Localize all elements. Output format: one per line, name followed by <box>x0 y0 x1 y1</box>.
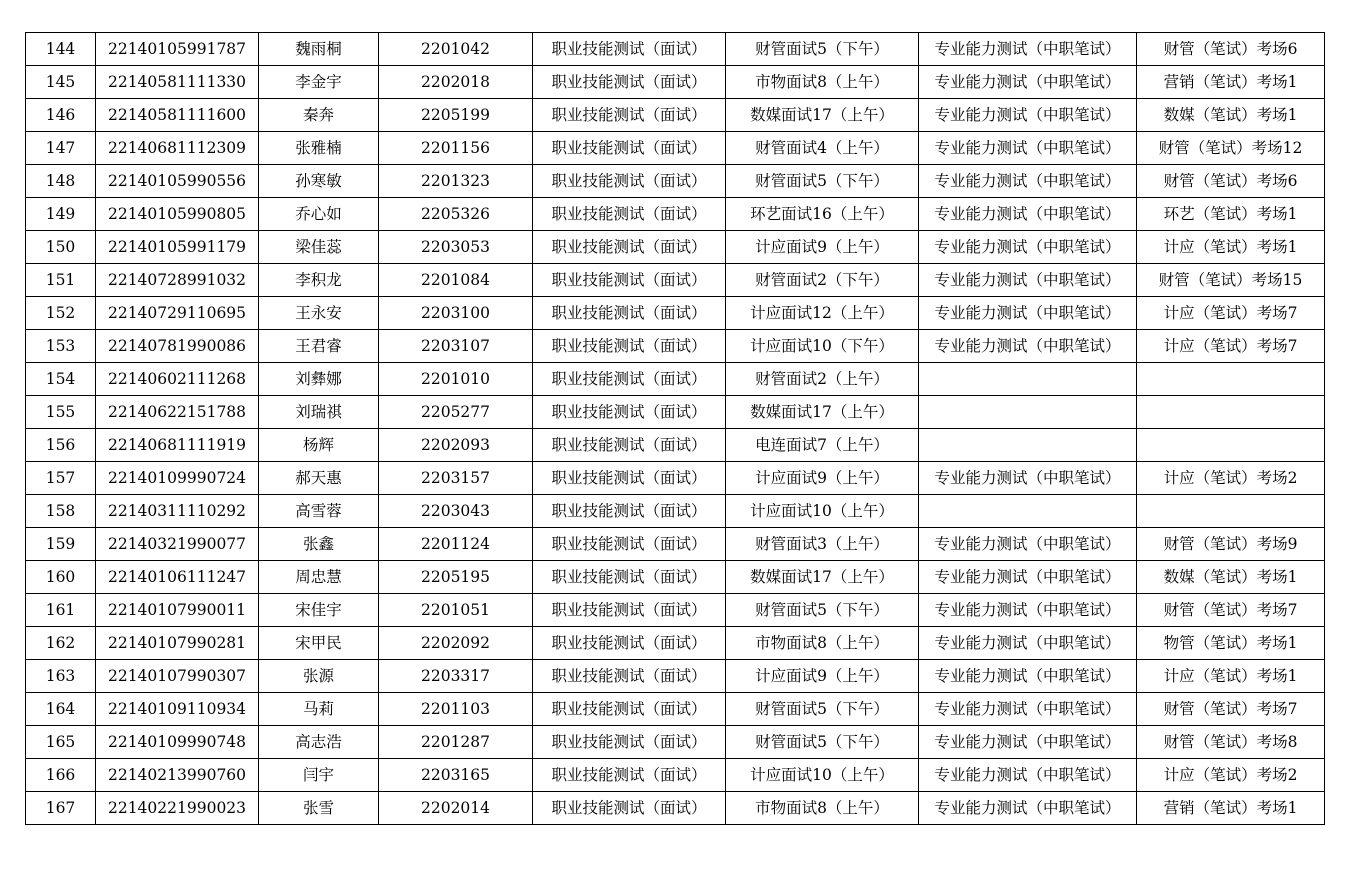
interview-test-cell: 职业技能测试（面试） <box>533 231 726 264</box>
written-room-cell: 财管（笔试）考场8 <box>1137 726 1325 759</box>
exam-id-cell: 2203053 <box>379 231 533 264</box>
written-test-cell <box>919 495 1137 528</box>
written-room-cell: 财管（笔试）考场7 <box>1137 594 1325 627</box>
interview-test-cell: 职业技能测试（面试） <box>533 297 726 330</box>
interview-test-cell: 职业技能测试（面试） <box>533 792 726 825</box>
interview-room-cell: 计应面试10（上午） <box>726 759 919 792</box>
exam-id-cell: 2202014 <box>379 792 533 825</box>
interview-test-cell: 职业技能测试（面试） <box>533 693 726 726</box>
written-room-cell <box>1137 429 1325 462</box>
interview-room-cell: 财管面试5（下午） <box>726 165 919 198</box>
name-cell: 高雪蓉 <box>259 495 379 528</box>
interview-room-cell: 市物面试8（上午） <box>726 66 919 99</box>
candidate-number-cell: 22140622151788 <box>96 396 259 429</box>
name-cell: 张鑫 <box>259 528 379 561</box>
table-row <box>26 495 1325 528</box>
exam-id-cell: 2202093 <box>379 429 533 462</box>
seq-cell: 162 <box>26 627 96 660</box>
written-test-cell: 专业能力测试（中职笔试） <box>919 693 1137 726</box>
written-test-cell: 专业能力测试（中职笔试） <box>919 33 1137 66</box>
candidate-number-cell: 22140581111330 <box>96 66 259 99</box>
seq-cell: 164 <box>26 693 96 726</box>
interview-test-cell: 职业技能测试（面试） <box>533 528 726 561</box>
interview-room-cell: 电连面试7（上午） <box>726 429 919 462</box>
seq-cell: 156 <box>26 429 96 462</box>
candidate-number-cell: 22140105990556 <box>96 165 259 198</box>
interview-room-cell: 计应面试9（上午） <box>726 462 919 495</box>
interview-room-cell: 财管面试5（下午） <box>726 726 919 759</box>
written-room-cell: 营销（笔试）考场1 <box>1137 792 1325 825</box>
seq-cell: 166 <box>26 759 96 792</box>
interview-room-cell: 财管面试5（下午） <box>726 594 919 627</box>
exam-id-cell: 2201103 <box>379 693 533 726</box>
table-row <box>26 693 1325 726</box>
exam-id-cell: 2203107 <box>379 330 533 363</box>
seq-cell: 153 <box>26 330 96 363</box>
name-cell: 李金宇 <box>259 66 379 99</box>
written-test-cell: 专业能力测试（中职笔试） <box>919 66 1137 99</box>
interview-test-cell: 职业技能测试（面试） <box>533 165 726 198</box>
written-room-cell: 计应（笔试）考场2 <box>1137 462 1325 495</box>
seq-cell: 160 <box>26 561 96 594</box>
written-test-cell: 专业能力测试（中职笔试） <box>919 165 1137 198</box>
table-row <box>26 462 1325 495</box>
candidate-number-cell: 22140311110292 <box>96 495 259 528</box>
seq-cell: 144 <box>26 33 96 66</box>
exam-id-cell: 2201042 <box>379 33 533 66</box>
table-row <box>26 561 1325 594</box>
seq-cell: 161 <box>26 594 96 627</box>
table-row <box>26 396 1325 429</box>
seq-cell: 159 <box>26 528 96 561</box>
candidate-number-cell: 22140105990805 <box>96 198 259 231</box>
name-cell: 刘瑞祺 <box>259 396 379 429</box>
candidate-number-cell: 22140781990086 <box>96 330 259 363</box>
exam-id-cell: 2201287 <box>379 726 533 759</box>
name-cell: 王永安 <box>259 297 379 330</box>
written-room-cell: 数媒（笔试）考场1 <box>1137 99 1325 132</box>
written-test-cell: 专业能力测试（中职笔试） <box>919 726 1137 759</box>
candidate-number-cell: 22140729110695 <box>96 297 259 330</box>
table-body <box>26 33 1325 825</box>
name-cell: 郝天惠 <box>259 462 379 495</box>
written-test-cell: 专业能力测试（中职笔试） <box>919 528 1137 561</box>
candidate-number-cell: 22140107990281 <box>96 627 259 660</box>
name-cell: 张雅楠 <box>259 132 379 165</box>
written-test-cell <box>919 429 1137 462</box>
written-test-cell <box>919 363 1137 396</box>
exam-id-cell: 2203043 <box>379 495 533 528</box>
written-room-cell: 财管（笔试）考场6 <box>1137 33 1325 66</box>
interview-room-cell: 计应面试10（上午） <box>726 495 919 528</box>
candidate-number-cell: 22140681111919 <box>96 429 259 462</box>
interview-room-cell: 计应面试9（上午） <box>726 660 919 693</box>
exam-id-cell: 2205195 <box>379 561 533 594</box>
seq-cell: 165 <box>26 726 96 759</box>
written-test-cell: 专业能力测试（中职笔试） <box>919 132 1137 165</box>
table-row <box>26 363 1325 396</box>
written-test-cell: 专业能力测试（中职笔试） <box>919 462 1137 495</box>
candidate-number-cell: 22140213990760 <box>96 759 259 792</box>
name-cell: 宋佳宇 <box>259 594 379 627</box>
name-cell: 乔心如 <box>259 198 379 231</box>
written-room-cell: 营销（笔试）考场1 <box>1137 66 1325 99</box>
exam-id-cell: 2201323 <box>379 165 533 198</box>
candidate-number-cell: 22140107990307 <box>96 660 259 693</box>
written-test-cell: 专业能力测试（中职笔试） <box>919 231 1137 264</box>
candidate-number-cell: 22140109990724 <box>96 462 259 495</box>
written-room-cell: 计应（笔试）考场1 <box>1137 660 1325 693</box>
interview-test-cell: 职业技能测试（面试） <box>533 198 726 231</box>
exam-schedule-table <box>25 32 1325 825</box>
interview-test-cell: 职业技能测试（面试） <box>533 33 726 66</box>
written-test-cell: 专业能力测试（中职笔试） <box>919 594 1137 627</box>
interview-test-cell: 职业技能测试（面试） <box>533 429 726 462</box>
table-row <box>26 132 1325 165</box>
interview-test-cell: 职业技能测试（面试） <box>533 66 726 99</box>
written-room-cell <box>1137 363 1325 396</box>
name-cell: 魏雨桐 <box>259 33 379 66</box>
written-room-cell: 物管（笔试）考场1 <box>1137 627 1325 660</box>
name-cell: 闫宇 <box>259 759 379 792</box>
written-room-cell: 环艺（笔试）考场1 <box>1137 198 1325 231</box>
interview-test-cell: 职业技能测试（面试） <box>533 561 726 594</box>
written-test-cell: 专业能力测试（中职笔试） <box>919 561 1137 594</box>
exam-id-cell: 2205277 <box>379 396 533 429</box>
interview-test-cell: 职业技能测试（面试） <box>533 627 726 660</box>
interview-test-cell: 职业技能测试（面试） <box>533 330 726 363</box>
candidate-number-cell: 22140581111600 <box>96 99 259 132</box>
seq-cell: 154 <box>26 363 96 396</box>
seq-cell: 158 <box>26 495 96 528</box>
exam-id-cell: 2203165 <box>379 759 533 792</box>
written-room-cell: 数媒（笔试）考场1 <box>1137 561 1325 594</box>
table-row <box>26 627 1325 660</box>
written-room-cell: 财管（笔试）考场12 <box>1137 132 1325 165</box>
candidate-number-cell: 22140681112309 <box>96 132 259 165</box>
candidate-number-cell: 22140221990023 <box>96 792 259 825</box>
seq-cell: 145 <box>26 66 96 99</box>
interview-test-cell: 职业技能测试（面试） <box>533 726 726 759</box>
written-room-cell: 财管（笔试）考场9 <box>1137 528 1325 561</box>
name-cell: 刘彝娜 <box>259 363 379 396</box>
name-cell: 马莉 <box>259 693 379 726</box>
interview-room-cell: 环艺面试16（上午） <box>726 198 919 231</box>
written-test-cell: 专业能力测试（中职笔试） <box>919 297 1137 330</box>
name-cell: 杨辉 <box>259 429 379 462</box>
name-cell: 周忠慧 <box>259 561 379 594</box>
table-row <box>26 759 1325 792</box>
interview-room-cell: 数媒面试17（上午） <box>726 561 919 594</box>
table-row <box>26 165 1325 198</box>
written-test-cell: 专业能力测试（中职笔试） <box>919 759 1137 792</box>
interview-test-cell: 职业技能测试（面试） <box>533 759 726 792</box>
interview-room-cell: 数媒面试17（上午） <box>726 99 919 132</box>
interview-test-cell: 职业技能测试（面试） <box>533 660 726 693</box>
interview-test-cell: 职业技能测试（面试） <box>533 99 726 132</box>
exam-id-cell: 2203317 <box>379 660 533 693</box>
name-cell: 李积龙 <box>259 264 379 297</box>
table-row <box>26 198 1325 231</box>
interview-room-cell: 财管面试4（上午） <box>726 132 919 165</box>
name-cell: 梁佳蕊 <box>259 231 379 264</box>
table-row <box>26 330 1325 363</box>
seq-cell: 146 <box>26 99 96 132</box>
written-room-cell: 财管（笔试）考场6 <box>1137 165 1325 198</box>
interview-test-cell: 职业技能测试（面试） <box>533 594 726 627</box>
written-test-cell: 专业能力测试（中职笔试） <box>919 627 1137 660</box>
exam-id-cell: 2201124 <box>379 528 533 561</box>
candidate-number-cell: 22140107990011 <box>96 594 259 627</box>
written-test-cell: 专业能力测试（中职笔试） <box>919 198 1137 231</box>
candidate-number-cell: 22140109110934 <box>96 693 259 726</box>
exam-id-cell: 2202092 <box>379 627 533 660</box>
interview-test-cell: 职业技能测试（面试） <box>533 132 726 165</box>
interview-room-cell: 财管面试2（下午） <box>726 264 919 297</box>
exam-id-cell: 2205326 <box>379 198 533 231</box>
seq-cell: 149 <box>26 198 96 231</box>
interview-test-cell: 职业技能测试（面试） <box>533 462 726 495</box>
table-row <box>26 231 1325 264</box>
exam-id-cell: 2203157 <box>379 462 533 495</box>
name-cell: 王君睿 <box>259 330 379 363</box>
seq-cell: 163 <box>26 660 96 693</box>
name-cell: 孙寒敏 <box>259 165 379 198</box>
seq-cell: 167 <box>26 792 96 825</box>
seq-cell: 155 <box>26 396 96 429</box>
interview-test-cell: 职业技能测试（面试） <box>533 363 726 396</box>
name-cell: 秦奔 <box>259 99 379 132</box>
table-row <box>26 792 1325 825</box>
table-row <box>26 33 1325 66</box>
seq-cell: 147 <box>26 132 96 165</box>
candidate-number-cell: 22140106111247 <box>96 561 259 594</box>
interview-room-cell: 财管面试5（下午） <box>726 33 919 66</box>
exam-id-cell: 2203100 <box>379 297 533 330</box>
interview-room-cell: 市物面试8（上午） <box>726 792 919 825</box>
exam-id-cell: 2201156 <box>379 132 533 165</box>
table-row <box>26 660 1325 693</box>
table-row <box>26 594 1325 627</box>
table-row <box>26 528 1325 561</box>
table-row <box>26 297 1325 330</box>
interview-room-cell: 财管面试3（上午） <box>726 528 919 561</box>
written-test-cell: 专业能力测试（中职笔试） <box>919 264 1137 297</box>
exam-id-cell: 2201084 <box>379 264 533 297</box>
written-room-cell: 计应（笔试）考场2 <box>1137 759 1325 792</box>
written-test-cell: 专业能力测试（中职笔试） <box>919 792 1137 825</box>
seq-cell: 148 <box>26 165 96 198</box>
interview-room-cell: 数媒面试17（上午） <box>726 396 919 429</box>
written-room-cell <box>1137 396 1325 429</box>
exam-id-cell: 2201051 <box>379 594 533 627</box>
candidate-number-cell: 22140728991032 <box>96 264 259 297</box>
written-room-cell: 计应（笔试）考场7 <box>1137 330 1325 363</box>
interview-room-cell: 计应面试9（上午） <box>726 231 919 264</box>
candidate-number-cell: 22140321990077 <box>96 528 259 561</box>
table-row <box>26 66 1325 99</box>
name-cell: 宋甲民 <box>259 627 379 660</box>
interview-room-cell: 计应面试10（下午） <box>726 330 919 363</box>
written-room-cell: 计应（笔试）考场7 <box>1137 297 1325 330</box>
name-cell: 高志浩 <box>259 726 379 759</box>
table-row <box>26 429 1325 462</box>
interview-room-cell: 市物面试8（上午） <box>726 627 919 660</box>
exam-id-cell: 2202018 <box>379 66 533 99</box>
table-row <box>26 264 1325 297</box>
interview-room-cell: 财管面试5（下午） <box>726 693 919 726</box>
candidate-number-cell: 22140105991787 <box>96 33 259 66</box>
written-room-cell <box>1137 495 1325 528</box>
written-test-cell: 专业能力测试（中职笔试） <box>919 660 1137 693</box>
interview-room-cell: 计应面试12（上午） <box>726 297 919 330</box>
seq-cell: 152 <box>26 297 96 330</box>
interview-test-cell: 职业技能测试（面试） <box>533 495 726 528</box>
exam-id-cell: 2201010 <box>379 363 533 396</box>
table-row <box>26 726 1325 759</box>
seq-cell: 157 <box>26 462 96 495</box>
interview-room-cell: 财管面试2（上午） <box>726 363 919 396</box>
name-cell: 张雪 <box>259 792 379 825</box>
candidate-number-cell: 22140105991179 <box>96 231 259 264</box>
interview-test-cell: 职业技能测试（面试） <box>533 264 726 297</box>
written-test-cell: 专业能力测试（中职笔试） <box>919 330 1137 363</box>
name-cell: 张源 <box>259 660 379 693</box>
exam-id-cell: 2205199 <box>379 99 533 132</box>
candidate-number-cell: 22140602111268 <box>96 363 259 396</box>
candidate-number-cell: 22140109990748 <box>96 726 259 759</box>
table-row <box>26 99 1325 132</box>
interview-test-cell: 职业技能测试（面试） <box>533 396 726 429</box>
written-room-cell: 财管（笔试）考场7 <box>1137 693 1325 726</box>
seq-cell: 151 <box>26 264 96 297</box>
seq-cell: 150 <box>26 231 96 264</box>
written-room-cell: 财管（笔试）考场15 <box>1137 264 1325 297</box>
written-room-cell: 计应（笔试）考场1 <box>1137 231 1325 264</box>
written-test-cell: 专业能力测试（中职笔试） <box>919 99 1137 132</box>
written-test-cell <box>919 396 1137 429</box>
